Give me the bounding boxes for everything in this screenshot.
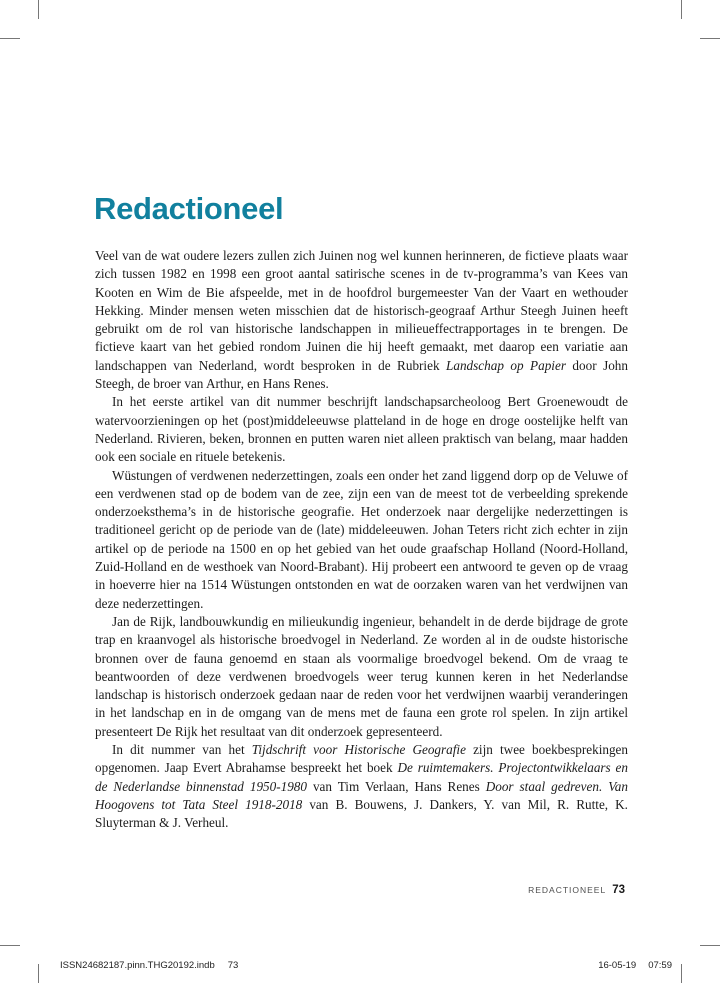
slug-filename: ISSN24682187.pinn.THG20192.indb	[60, 960, 215, 971]
crop-mark-bottom-right-vertical	[681, 964, 682, 983]
italic-title-text: De ruimtemakers. Projectontwikkelaars en de Nederlandse binnenstad 1950-1980	[95, 760, 628, 794]
crop-mark-top-left-vertical	[38, 0, 39, 19]
slug-sheet-number: 73	[227, 960, 239, 971]
body-text-segment: In dit nummer van het	[112, 742, 252, 758]
paragraph	[95, 467, 628, 613]
slug-line-left	[60, 960, 238, 971]
footer-page-number: 73	[612, 884, 625, 896]
body-text-segment: Jan de Rijk, landbouwkundig en milieukundig ingenieur, behandelt in de derde bijdrage de grote trap en kraanvogel als historische broedvogel in Nederland. Ze worden al in de oudste historische bronnen over de fauna genoemd en staan als voormalige broedvogel bekend. Om de vraag te beantwoorden of deze verdwenen broedvogels weer terug kunnen keren in het Nederlandse landschap is historisch onderzoek gedaan naar de reden voor het verdwijnen waarbij veranderingen in het landschap en in de omgang van de mens met de fauna een grote rol spelen. In zijn artikel presenteert De Rijk het resultaat van dit onderzoek gepresenteerd.	[95, 613, 628, 739]
paragraph	[95, 247, 628, 393]
body-text-segment: Wüstungen of verdwenen nederzettingen, zoals een onder het zand liggend dorp op de Veluwe of een verdwenen stad op de bodem van de zee, zijn een van de meest tot de verbeelding sprekende onderzoeksthema’s in de historische geografie. Het onderzoek naar dergelijke nederzettingen is traditioneel gericht op de periode van de (late) middeleeuwen. Johan Teters richt zich echter in zijn artikel op de periode na 1500 en op het gebied van het oude graafschap Holland (Noord-Holland, Zuid-Holland en de westhoek van Noord-Brabant). Hij probeert een antwoord te geven op de vraag in hoeverre hier na 1514 Wüstungen ontstonden en wat de oorzaken waren van het verdwijnen van deze nederzettingen.	[95, 467, 628, 611]
slug-time: 07:59	[648, 960, 672, 971]
body-text-segment: Veel van de wat oudere lezers zullen zich Juinen nog wel kunnen herinneren, de fictieve plaats waar zich tussen 1982 en 1998 een groot aantal satirische scenes in de tv-programma’s van Kees van Kooten en Wim de Bie afspeelde, met in de hoofdrol burgemeester Van der Vaart en wethouder Hekking. Minder mensen weten misschien dat de historisch-geograaf Arthur Steegh Juinen heeft gebruikt om de rol van historische landschappen in milieueffectrapportages in te brengen. De fictieve kaart van het gebied rondom Juinen die hij heeft gemaakt, met daarop een variatie aan landschappen van Nederland, wordt besproken in de Rubriek	[95, 248, 628, 373]
crop-mark-top-right-vertical	[681, 0, 682, 19]
paragraph	[95, 613, 628, 741]
slug-line-right	[598, 960, 672, 971]
italic-title-text: Door staal gedreven. Van Hoogovens tot Tata Steel 1918-2018	[95, 778, 628, 812]
slug-date: 16-05-19	[598, 960, 637, 971]
paragraph	[95, 393, 628, 466]
footer-section-label: REDACTIONEEL	[528, 885, 607, 895]
body-text-segment: zijn twee boekbesprekingen opgenomen. Jaap Evert Abrahamse bespreekt het boek	[95, 742, 628, 776]
italic-title-text: Landschap op Papier	[446, 357, 566, 373]
crop-mark-bottom-left-horizontal	[0, 945, 20, 946]
running-footer	[528, 884, 625, 896]
crop-mark-bottom-right-horizontal	[700, 945, 720, 946]
italic-title-text: Tijdschrift voor Historische Geografie	[251, 742, 466, 758]
crop-mark-bottom-left-vertical	[38, 964, 39, 983]
body-text-segment: van B. Bouwens, J. Dankers, Y. van Mil, R. Rutte, K. Sluyterman & J. Verheul.	[95, 796, 628, 831]
crop-mark-top-left-horizontal	[0, 38, 20, 39]
article-body	[95, 247, 628, 833]
body-text-segment: van Tim Verlaan, Hans Renes	[307, 778, 486, 794]
crop-mark-top-right-horizontal	[700, 38, 720, 39]
paragraph	[95, 741, 628, 832]
page-title: Redactioneel	[94, 191, 284, 226]
body-text-segment: In het eerste artikel van dit nummer beschrijft landschapsarcheoloog Bert Groenewoudt de watervoorzieningen op het (post)middeleeuwse platteland in de hoge en droge oostelijke helft van Nederland. Rivieren, beken, bronnen en putten waren niet alleen praktisch van belang, maar hadden ook een sociale en rituele betekenis.	[95, 394, 628, 465]
body-text-segment: door John Steegh, de broer van Arthur, en Hans Renes.	[95, 357, 628, 392]
